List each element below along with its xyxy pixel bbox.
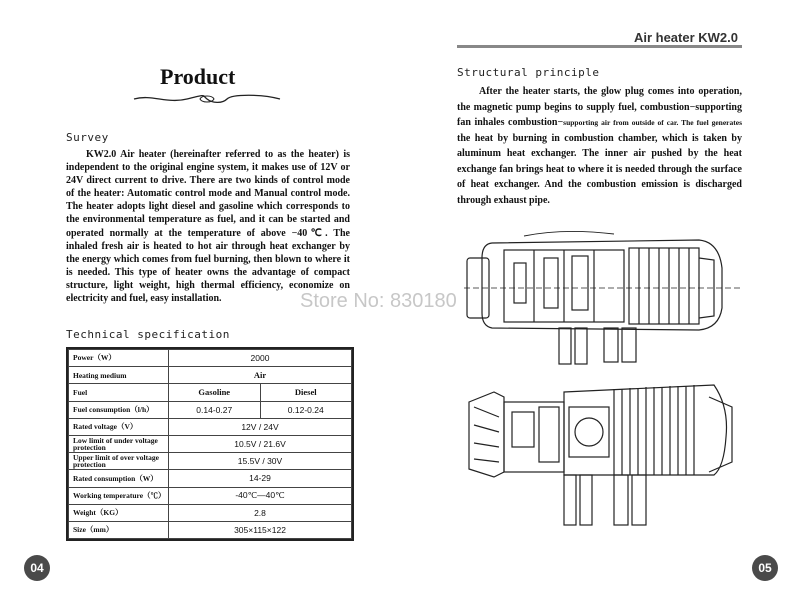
survey-paragraph: KW2.0 Air heater (hereinafter referred to as the heater) is independent to the original engine system, it makes use of 12V or 24V direct current to drive. There are two kinds of control mode of the heater: Automatic control mode and Manual control mode. The heater adopts light diesel and gasoline which corresponds to the environmental temperature as fuel, and it can be started and operated normally at the temperature of above −40℃. The inhaled fresh air is heated to hot air through heat exchanger by the energy which comes from fuel burning, then blown to where it is needed. This type of heater owns the advantage of compact structure, light weight, high thermal efficiency, economize on electricity and fuel, easy installation. xyxy=(66,149,350,305)
spec-label: Fuel consumption（l/h） xyxy=(69,401,169,418)
structural-text-part-a: After the heater starts, the glow plug comes into operation, the magnetic pump begins to supply fuel, combustion−supporting fan inhales combustion− xyxy=(457,86,742,128)
table-row xyxy=(69,504,352,521)
survey-text xyxy=(66,148,350,305)
spec-value: 2000 xyxy=(169,350,352,367)
spec-label: Rated voltage（V） xyxy=(69,418,169,435)
spec-label: Rated consumption（W） xyxy=(69,470,169,487)
table-row xyxy=(69,367,352,384)
table-row xyxy=(69,487,352,504)
spec-value: 0.12-0.24 xyxy=(260,401,352,418)
spec-value: -40℃—40℃ xyxy=(169,487,352,504)
structural-text-part-b: the heat by burning in combustion chamber, which is taken by aluminum heat exchanger. The inner air pushed by the heat exchange fan brings heat to where it is needed through the surface of heat exchanger. And the combustion emission is discharged through exhaust pipe. xyxy=(457,132,742,206)
structural-text-small: supporting air from outside of car. The fuel generates xyxy=(563,118,742,127)
spec-label: Heating medium xyxy=(69,367,169,384)
table-row xyxy=(69,350,352,367)
spec-value: 10.5V / 21.6V xyxy=(169,435,352,452)
table-row xyxy=(69,401,352,418)
header-title: Air heater KW2.0 xyxy=(633,30,738,45)
spec-label: Fuel xyxy=(69,384,169,401)
table-row xyxy=(69,521,352,538)
spec-label: Size（mm） xyxy=(69,521,169,538)
page-number-left: 04 xyxy=(24,555,50,581)
spec-label: Low limit of under voltage protection xyxy=(69,435,169,452)
product-title: Product xyxy=(160,64,236,89)
heater-cutaway-illustration xyxy=(464,377,744,532)
spec-value: 2.8 xyxy=(169,504,352,521)
spec-value: 305×115×122 xyxy=(169,521,352,538)
table-row xyxy=(69,453,352,470)
store-watermark: Store No: 830180 xyxy=(300,290,457,312)
spec-value: 14-29 xyxy=(169,470,352,487)
spec-label: Upper limit of over voltage protection xyxy=(69,453,169,470)
spec-value: Air xyxy=(169,367,352,384)
table-row xyxy=(69,470,352,487)
spec-label: Weight（KG） xyxy=(69,504,169,521)
ornament-flourish xyxy=(132,92,282,106)
spec-value: 0.14-0.27 xyxy=(169,401,261,418)
tech-spec-table xyxy=(66,347,354,541)
spec-value: Gasoline xyxy=(169,384,261,401)
structural-title: Structural principle xyxy=(457,66,600,79)
heater-side-view-illustration xyxy=(464,228,744,368)
spec-value: Diesel xyxy=(260,384,352,401)
table-row xyxy=(69,435,352,452)
table-row xyxy=(69,418,352,435)
header-rule xyxy=(457,45,742,48)
page-number-right: 05 xyxy=(752,555,778,581)
spec-label: Working temperature（℃） xyxy=(69,487,169,504)
spec-value: 15.5V / 30V xyxy=(169,453,352,470)
spec-value: 12V / 24V xyxy=(169,418,352,435)
table-row xyxy=(69,384,352,401)
tech-spec-title: Technical specification xyxy=(66,328,230,341)
spec-label: Power（W） xyxy=(69,350,169,367)
structural-text xyxy=(457,84,742,208)
survey-title: Survey xyxy=(66,131,109,144)
structural-paragraph xyxy=(457,84,742,208)
